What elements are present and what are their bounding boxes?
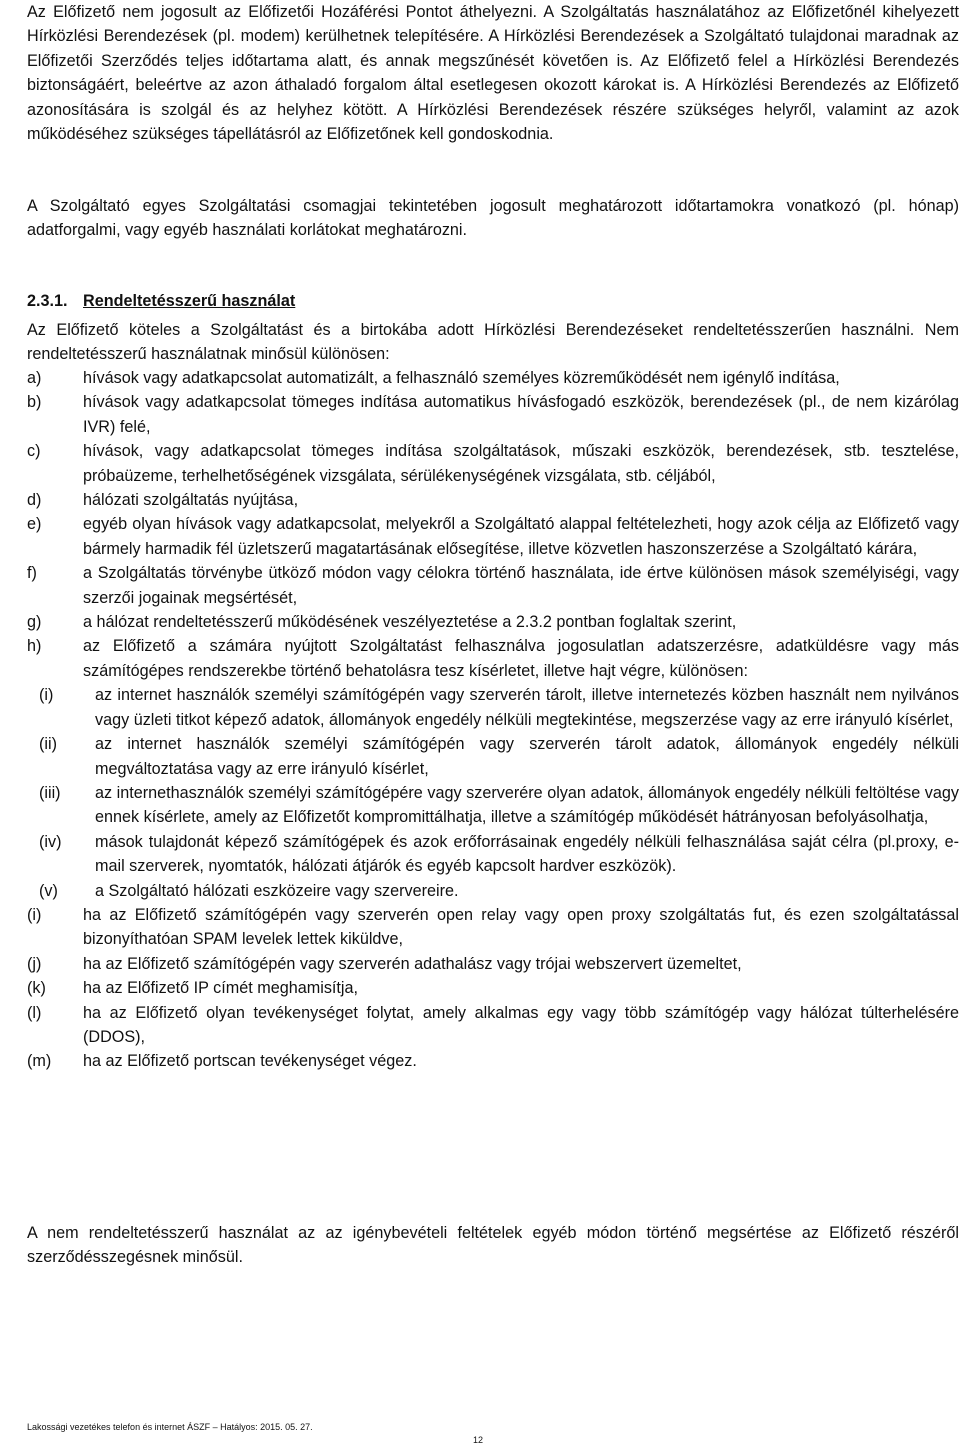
section-number: 2.3.1. <box>27 292 68 310</box>
section-heading <box>27 289 959 313</box>
list-item: e) egyéb olyan hívások vagy adatkapcsolat, melyekről a Szolgáltató alappal feltételezheti, hogy azok célja az Előfizető vagy bármely harmadik fél üzletszerű magatartásának elősegítése, illetve közvetlen haszonszerzése a Szolgáltató kárára, <box>27 515 959 558</box>
paragraph-equipment: Az Előfizető nem jogosult az Előfizetői Hozáférési Pontot áthelyezni. A Szolgáltatás használatához az Előfizetőnél kihelyezett Hírközlési Berendezések (pl. modem) kerülhetnek telepítésére. A Hírközlési Berendezések a Szolgáltató tulajdonai maradnak az Előfizetői Szerződés teljes időtartama alatt, és annak megszűnését követően is. Az Előfizető felel a Hírközlési Berendezés biztonságáért, beleértve az azon áthaladó forgalom által esetlegesen okozott károkat is. A Hírközlési Berendezés az Előfizető azonosítására is szolgál és az helyhez kötött. A Hírközlési Berendezések részére szükséges helyről, valamint az azok működéséhez szükséges tápellátásról az Előfizetőnek kell gondoskodnia. <box>27 3 959 144</box>
paragraph-intended-use: Az Előfizető köteles a Szolgáltatást és a birtokába adott Hírközlési Berendezéseket rendeltetésszerűen használni. Nem rendeltetésszerű használatnak minősül különösen: <box>27 321 959 364</box>
list-item: (i) ha az Előfizető számítógépén vagy szerverén open relay vagy open proxy szolgáltatás fut, és ezen szolgáltatással bizonyíthatóan SPAM levelek lettek kiküldve, <box>27 905 959 949</box>
page-number: 12 <box>473 1435 484 1445</box>
list-item: a) hívások vagy adatkapcsolat automatizált, a felhasználó személyes közreműködését nem igénylő indítása, <box>27 369 840 387</box>
sublist-item: (ii) az internet használók személyi számítógépén vagy szerverén tárolt adatok, állományok engedély nélküli megváltoztatása vagy az erre irányuló kísérlet, <box>39 735 959 778</box>
sublist-item: (iv) mások tulajdonát képező számítógépek és azok erőforrásainak engedély nélküli felhasználása saját célra (pl.proxy, e-mail szerverek, nyomtatók, hálózati átjárók és egyéb kapcsolt hardver eszközök). <box>39 832 959 876</box>
list-item: c) hívások, vagy adatkapcsolat tömeges indítása szolgáltatások, műszaki eszközök, berendezések, stb. tesztelése, próbaüzeme, terhelhetőségének vizsgálata, sérülékenységének vizsgálata, stb. céljából, <box>27 442 959 485</box>
list-item: h) az Előfizető a számára nyújtott Szolgáltatást felhasználva jogosulatlan adatszerzésre, adatküldésre vagy más számítógépes rendszerekbe történő behatolásra tesz kísérletet, illetve hajt végre, különösen: <box>27 637 959 680</box>
sublist-item: (v) a Szolgáltató hálózati eszközeire vagy szervereire. <box>39 881 459 900</box>
list-item: b) hívások vagy adatkapcsolat tömeges indítása automatikus hívásfogadó eszközök, berendezések (pl., de nem kizárólag IVR) felé, <box>27 393 959 436</box>
list-item: (j) ha az Előfizető számítógépén vagy szerverén adathalász vagy trójai webszervert üzemeltet, <box>27 954 742 973</box>
footer-document-title: Lakossági vezetékes telefon és internet ÁSZF – Hatályos: 2015. 05. 27. <box>27 1422 313 1432</box>
list-item: g) a hálózat rendeltetésszerű működésének veszélyeztetése a 2.3.2 pontban foglaltak szerint, <box>27 613 737 632</box>
paragraph-usage-limits: A Szolgáltató egyes Szolgáltatási csomagjai tekintetében jogosult meghatározott időtartamokra vonatkozó (pl. hónap) adatforgalmi, vagy egyéb használati korlátokat meghatározni. <box>27 197 959 240</box>
intrusion-sublist <box>27 683 959 903</box>
list-item: f) a Szolgáltatás törvénybe ütköző módon vagy célokra történő használata, ide értve különösen mások személyiségi, vagy szerzői jogainak megsértését, <box>27 564 959 607</box>
sublist-wrapper <box>27 683 959 903</box>
list-item: d) hálózati szolgáltatás nyújtása, <box>27 491 299 510</box>
misuse-list <box>27 366 959 1074</box>
list-item: (l) ha az Előfizető olyan tevékenységet folytat, amely alkalmas egy vagy több számítógép vagy hálózat túlterhelésére (DDOS), <box>27 1003 959 1046</box>
section-title: Rendeltetésszerű használat <box>83 292 296 310</box>
list-item: (k) ha az Előfizető IP címét meghamisítja, <box>27 979 359 998</box>
list-item: (m) ha az Előfizető portscan tevékenységet végez. <box>27 1052 417 1071</box>
paragraph-breach: A nem rendeltetésszerű használat az az igénybevételi feltételek egyéb módon történő megsértése az Előfizető részéről szerződésszegésnek minősül. <box>27 1224 959 1267</box>
sublist-item: (i) az internet használók személyi számítógépén vagy szerverén tárolt, illetve internetezés közben használt nem nyilvános vagy üzleti titkot képező adatok, állományok engedély nélküli megtekintése, megszerzése vagy az erre irányuló kísérlet, <box>39 686 959 729</box>
sublist-item: (iii) az internethasználók személyi számítógépére vagy szerverére olyan adatok, állományok engedély nélküli feltöltése vagy ennek kísérlete, amely az Előfizetőt kompromittálhatja, illetve a számítógép működését hátrányosan befolyásolhatja, <box>39 783 959 827</box>
